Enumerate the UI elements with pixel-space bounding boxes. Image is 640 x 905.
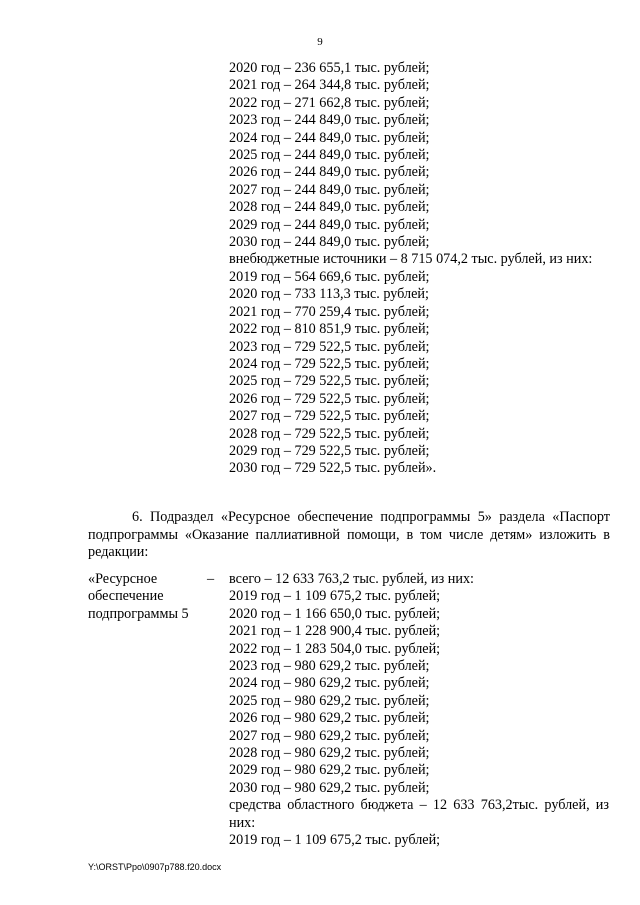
year-line: 2026 год – 980 629,2 тыс. рублей;: [229, 710, 430, 727]
year-line: 2019 год – 1 109 675,2 тыс. рублей;: [229, 588, 441, 605]
year-line: 2025 год – 980 629,2 тыс. рублей;: [229, 692, 430, 709]
year-line: 2030 год – 244 849,0 тыс. рублей;: [229, 234, 430, 251]
page-number: 9: [317, 36, 323, 48]
resource-label: «Ресурсное обеспечение подпрограммы 5: [88, 571, 189, 622]
year-line: 2024 год – 980 629,2 тыс. рублей;: [229, 675, 430, 692]
funding-list-top: [229, 60, 609, 478]
year-line: 2026 год – 244 849,0 тыс. рублей;: [229, 164, 430, 181]
extrabudget-header: внебюджетные источники – 8 715 074,2 тыс. рублей, из них:: [229, 251, 593, 268]
year-line: 2028 год – 729 522,5 тыс. рублей;: [229, 425, 430, 442]
year-line: 2020 год – 1 166 650,0 тыс. рублей;: [229, 605, 441, 622]
year-line: 2019 год – 564 669,6 тыс. рублей;: [229, 268, 430, 285]
year-line: 2023 год – 980 629,2 тыс. рублей;: [229, 658, 430, 675]
year-line: 2027 год – 729 522,5 тыс. рублей;: [229, 408, 430, 425]
year-line: 2024 год – 244 849,0 тыс. рублей;: [229, 129, 430, 146]
year-line: 2028 год – 980 629,2 тыс. рублей;: [229, 745, 430, 762]
year-line: 2028 год – 244 849,0 тыс. рублей;: [229, 199, 430, 216]
year-line: 2029 год – 980 629,2 тыс. рублей;: [229, 762, 430, 779]
paragraph-6: 6. Подраздел «Ресурсное обеспечение подпрограммы 5» раздела «Паспорт подпрограммы «Оказание паллиативной помощи, в том числе детям» изложить в редакции:: [88, 509, 610, 561]
year-line: 2020 год – 733 113,3 тыс. рублей;: [229, 286, 429, 303]
year-line: 2023 год – 244 849,0 тыс. рублей;: [229, 112, 430, 129]
year-line: 2021 год – 264 344,8 тыс. рублей;: [229, 77, 430, 94]
year-line: 2022 год – 810 851,9 тыс. рублей;: [229, 321, 430, 338]
year-line: 2024 год – 729 522,5 тыс. рублей;: [229, 355, 430, 372]
resource-dash: –: [207, 571, 215, 587]
year-line: 2020 год – 236 655,1 тыс. рублей;: [229, 60, 430, 76]
year-line: 2027 год – 244 849,0 тыс. рублей;: [229, 181, 430, 198]
total-line: всего – 12 633 763,2 тыс. рублей, из них:: [229, 571, 474, 587]
year-line: 2023 год – 729 522,5 тыс. рублей;: [229, 338, 430, 355]
year-line: 2022 год – 1 283 504,0 тыс. рублей;: [229, 640, 441, 657]
year-line: 2030 год – 980 629,2 тыс. рублей;: [229, 779, 430, 796]
year-line: 2027 год – 980 629,2 тыс. рублей;: [229, 727, 430, 744]
year-line: 2026 год – 729 522,5 тыс. рублей;: [229, 390, 430, 407]
year-line: 2022 год – 271 662,8 тыс. рублей;: [229, 94, 430, 111]
year-line: 2029 год – 244 849,0 тыс. рублей;: [229, 216, 430, 233]
year-line: 2029 год – 729 522,5 тыс. рублей;: [229, 442, 430, 459]
year-line: 2025 год – 729 522,5 тыс. рублей;: [229, 373, 430, 390]
funding-list-bottom: [229, 571, 609, 850]
year-line: 2025 год – 244 849,0 тыс. рублей;: [229, 147, 430, 164]
year-line: 2030 год – 729 522,5 тыс. рублей».: [229, 460, 437, 477]
year-line: 2021 год – 770 259,4 тыс. рублей;: [229, 303, 430, 320]
year-line: 2019 год – 1 109 675,2 тыс. рублей;: [229, 832, 441, 849]
regional-budget-header: средства областного бюджета – 12 633 763,2тыс. рублей, из них:: [229, 797, 609, 831]
year-line: 2021 год – 1 228 900,4 тыс. рублей;: [229, 623, 441, 640]
footer-file-path: Y:\ORST\Ppo\0907p788.f20.docx: [88, 862, 222, 872]
